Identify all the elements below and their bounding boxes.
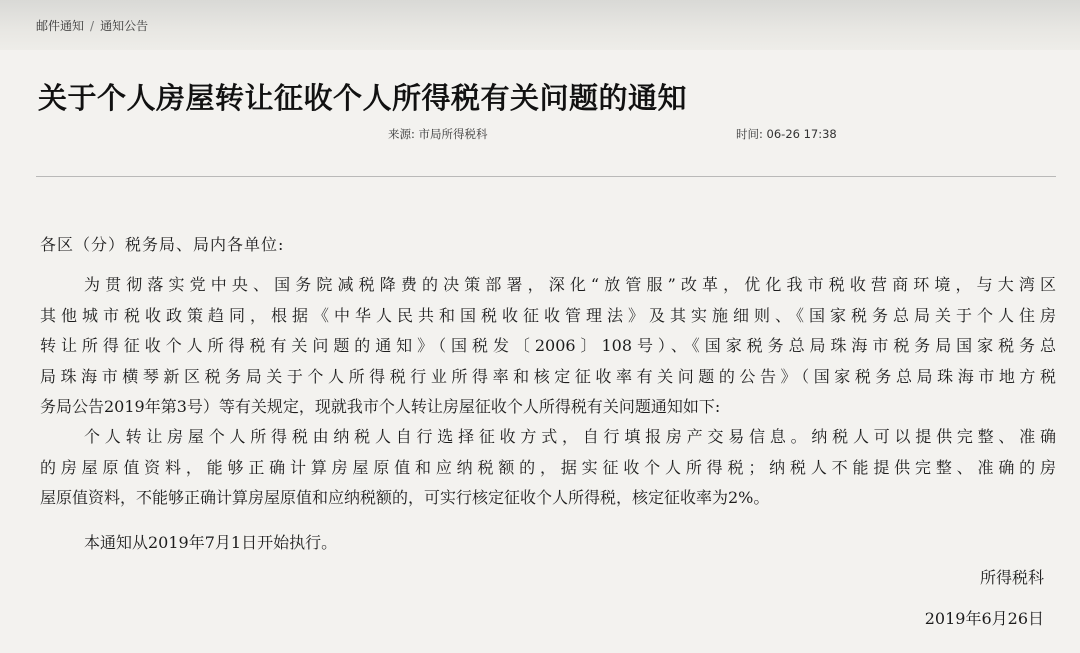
notice-time: 时间: 06-26 17:38	[736, 127, 837, 141]
top-bar	[0, 0, 1080, 50]
notice-paragraph-2	[40, 422, 1056, 514]
page-title: 关于个人房屋转让征收个人所得税有关问题的通知	[38, 81, 688, 115]
breadcrumb	[36, 17, 148, 34]
paragraph-line: 其他城市税收政策趋同，根据《中华人民共和国税收征收管理法》及其实施细则、《国家税务总局关于个人住房	[40, 305, 1056, 325]
breadcrumb-separator: /	[90, 18, 95, 33]
paragraph-line: 转让所得征收个人所得税有关问题的通知》（国税发〔2006〕108号）、《国家税务总局珠海市税务局国家税务总	[40, 336, 1056, 355]
paragraph-line: 的房屋原值资料，能够正确计算房屋原值和应纳税额的，据实征收个人所得税；纳税人不能提供完整、准确的房	[40, 457, 1056, 477]
notice-date: 2019年6月26日	[924, 609, 1044, 628]
notice-paragraph-3: 本通知从2019年7月1日开始执行。	[84, 533, 338, 552]
notice-salutation: 各区（分）税务局、局内各单位:	[40, 235, 285, 254]
header-divider	[36, 176, 1056, 177]
paragraph-line: 个人转让房屋个人所得税由纳税人自行选择征收方式，自行填报房产交易信息。纳税人可以提供完整、准确	[84, 427, 1056, 446]
paragraph-line: 局珠海市横琴新区税务局关于个人所得税行业所得率和核定征收率有关问题的公告》（国家税务总局珠海市地方税	[40, 366, 1056, 386]
breadcrumb-item-announcements[interactable]: 通知公告	[100, 19, 149, 33]
breadcrumb-item-mail-notice[interactable]: 邮件通知	[36, 19, 85, 33]
notice-paragraph-1	[40, 270, 1056, 423]
paragraph-line: 务局公告2019年第3号）等有关规定，现就我市个人转让房屋征收个人所得税有关问题通知如下:	[40, 397, 721, 416]
paragraph-line: 屋原值资料，不能够正确计算房屋原值和应纳税额的，可实行核定征收个人所得税，核定征收率为2%。	[40, 488, 770, 507]
paragraph-line: 为贯彻落实党中央、国务院减税降费的决策部署，深化“放管服”改革，优化我市税收营商环境，与大湾区	[84, 275, 1056, 294]
notice-source: 来源: 市局所得税科	[388, 127, 488, 141]
notice-signature: 所得税科	[979, 568, 1044, 587]
